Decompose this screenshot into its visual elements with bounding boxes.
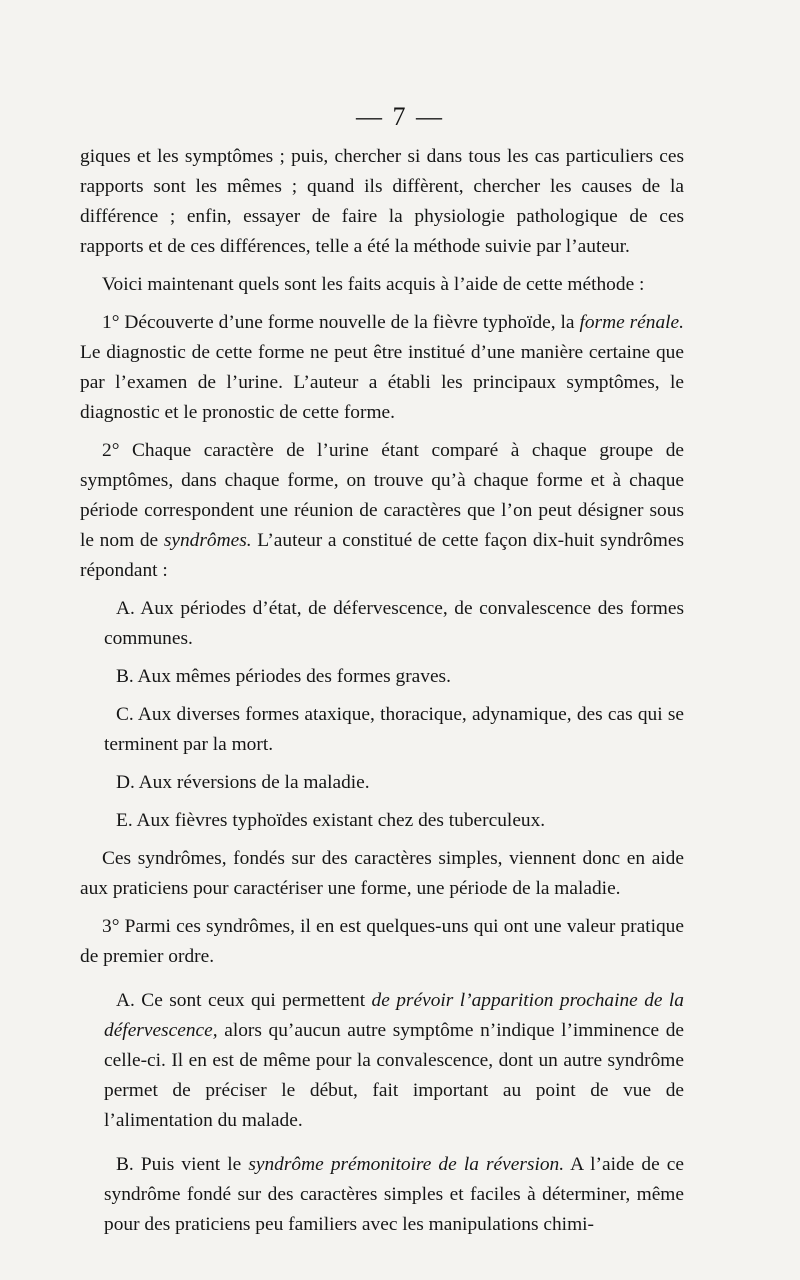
- text-segment: Le diagnostic de cette forme ne peut être institué d’une manière certaine que par l’examen de l’urine. L’auteur a établi les principaux symptômes, le diagnostic et le pronostic de cette forme.: [80, 342, 684, 423]
- paragraph: [80, 844, 684, 904]
- paragraph: [104, 662, 684, 692]
- italic-phrase: forme rénale.: [579, 312, 684, 333]
- paragraph: [104, 594, 684, 654]
- text-segment: E. Aux fièvres typhoïdes existant chez des tuberculeux.: [116, 810, 546, 831]
- paragraph: [104, 1150, 684, 1240]
- text-segment: giques et les symptômes ; puis, chercher si dans tous les cas particuliers ces rapports sont les mêmes ; quand ils diffèrent, chercher les causes de la différence ; enfin, essayer de faire la physiologie pathologique de ces rapports et de ces différences, telle a été la méthode suivie par l’auteur.: [80, 146, 684, 257]
- text-segment: D. Aux réversions de la maladie.: [116, 772, 370, 793]
- text-segment: L’auteur a constitué de cette façon dix-huit syndrômes répondant :: [80, 530, 684, 581]
- text-segment: Voici maintenant quels sont les faits acquis à l’aide de cette méthode :: [102, 274, 645, 295]
- paragraph: [80, 912, 684, 972]
- text-segment: A. Ce sont ceux qui permettent: [116, 990, 372, 1011]
- text-segment: 3° Parmi ces syndrômes, il en est quelques-uns qui ont une valeur pratique de premier ordre.: [80, 916, 684, 967]
- paragraph: [80, 436, 684, 586]
- paragraph: [104, 700, 684, 760]
- paragraph: [80, 142, 684, 262]
- italic-phrase: syndrôme prémonitoire de la réversion.: [248, 1154, 565, 1175]
- page-number: — 7 —: [356, 102, 444, 131]
- text-segment: B. Aux mêmes périodes des formes graves.: [116, 666, 451, 687]
- paragraph: [104, 768, 684, 798]
- italic-phrase: syndrômes.: [163, 530, 252, 551]
- text-segment: 1° Découverte d’une forme nouvelle de la fièvre typhoïde, la: [102, 312, 580, 333]
- text-segment: C. Aux diverses formes ataxique, thoracique, adynamique, des cas qui se terminent par la mort.: [104, 704, 684, 755]
- text-segment: A. Aux périodes d’état, de défervescence, de convalescence des formes communes.: [104, 598, 684, 649]
- paragraph: [80, 270, 684, 300]
- paragraph: [104, 806, 684, 836]
- body-text: [80, 142, 684, 1240]
- paragraph: [80, 308, 684, 428]
- text-segment: B. Puis vient le: [116, 1154, 249, 1175]
- paragraph: [104, 986, 684, 1136]
- italic-phrase: de prévoir l’apparition prochaine de la défervescence,: [104, 990, 684, 1041]
- text-segment: Ces syndrômes, fondés sur des caractères simples, viennent donc en aide aux praticiens pour caractériser une forme, une période de la maladie.: [80, 848, 684, 899]
- text-segment: 2° Chaque caractère de l’urine étant comparé à chaque groupe de symptômes, dans chaque forme, on trouve qu’à chaque forme et à chaque période correspondent une réunion de caractères que l’on peut désigner sous le nom de: [80, 440, 684, 551]
- text-segment: alors qu’aucun autre symptôme n’indique l’imminence de celle-ci. Il en est de même pour la convalescence, dont un autre syndrôme permet de préciser le début, fait important au point de vue de l’alimentation du malade.: [104, 1020, 684, 1131]
- text-segment: A l’aide de ce syndrôme fondé sur des caractères simples et faciles à déterminer, même pour des praticiens peu familiers avec les manipulations chimi-: [104, 1154, 684, 1235]
